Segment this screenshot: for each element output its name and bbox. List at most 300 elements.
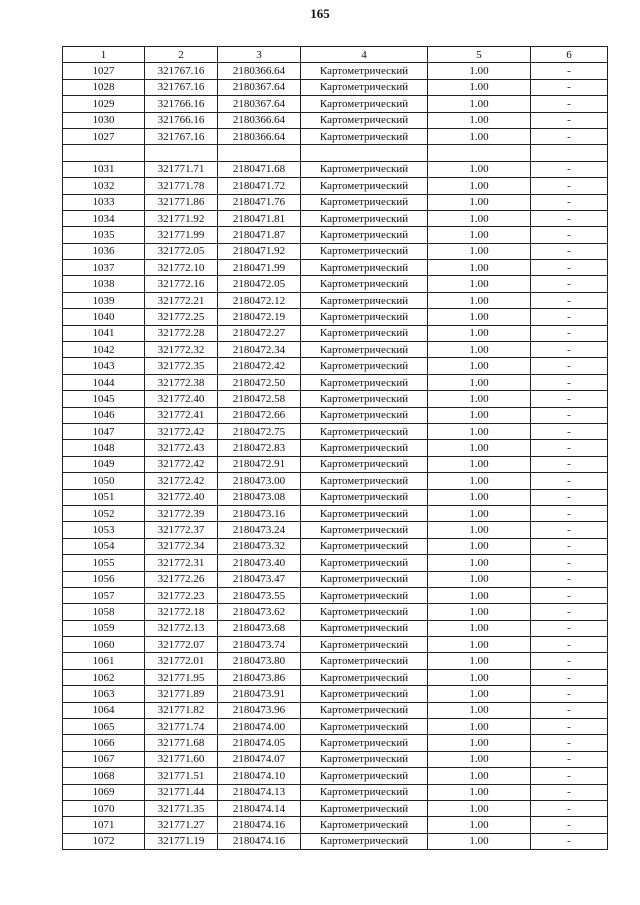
- point-number-cell: 1037: [63, 260, 145, 276]
- accuracy-cell: 1.00: [428, 473, 531, 489]
- point-number-cell: 1027: [63, 128, 145, 144]
- note-cell: -: [531, 473, 608, 489]
- note-cell: -: [531, 292, 608, 308]
- point-number-cell: 1041: [63, 325, 145, 341]
- table-row: [63, 505, 608, 521]
- method-cell: Картометрический: [301, 391, 428, 407]
- y-coordinate-cell: 2180473.62: [218, 604, 301, 620]
- y-coordinate-cell: 2180471.81: [218, 210, 301, 226]
- table-row: [63, 260, 608, 276]
- point-number-cell: 1055: [63, 555, 145, 571]
- table-row: [63, 96, 608, 112]
- method-cell: Картометрический: [301, 243, 428, 259]
- point-number-cell: 1047: [63, 423, 145, 439]
- table-row: [63, 358, 608, 374]
- y-coordinate-cell: 2180366.64: [218, 128, 301, 144]
- point-number-cell: 1052: [63, 505, 145, 521]
- note-cell: -: [531, 79, 608, 95]
- method-cell: Картометрический: [301, 440, 428, 456]
- table-row: [63, 669, 608, 685]
- note-cell: -: [531, 719, 608, 735]
- method-cell: Картометрический: [301, 505, 428, 521]
- note-cell: -: [531, 358, 608, 374]
- table-row: [63, 702, 608, 718]
- method-cell: Картометрический: [301, 800, 428, 816]
- y-coordinate-cell: 2180473.47: [218, 571, 301, 587]
- point-number-cell: 1030: [63, 112, 145, 128]
- method-cell: Картометрический: [301, 604, 428, 620]
- x-coordinate-cell: 321772.34: [145, 538, 218, 554]
- accuracy-cell: 1.00: [428, 768, 531, 784]
- method-cell: Картометрический: [301, 276, 428, 292]
- note-cell: -: [531, 817, 608, 833]
- x-coordinate-cell: 321771.19: [145, 833, 218, 849]
- note-cell: -: [531, 260, 608, 276]
- method-cell: Картометрический: [301, 719, 428, 735]
- x-coordinate-cell: 321772.01: [145, 653, 218, 669]
- point-number-cell: 1060: [63, 637, 145, 653]
- y-coordinate-cell: 2180471.92: [218, 243, 301, 259]
- y-coordinate-cell: 2180472.34: [218, 342, 301, 358]
- y-coordinate-cell: 2180473.55: [218, 587, 301, 603]
- table-row: [63, 342, 608, 358]
- accuracy-cell: 1.00: [428, 374, 531, 390]
- point-number-cell: 1033: [63, 194, 145, 210]
- y-coordinate-cell: 2180472.58: [218, 391, 301, 407]
- accuracy-cell: 1.00: [428, 325, 531, 341]
- y-coordinate-cell: 2180474.07: [218, 751, 301, 767]
- accuracy-cell: 1.00: [428, 669, 531, 685]
- point-number-cell: 1063: [63, 686, 145, 702]
- accuracy-cell: 1.00: [428, 784, 531, 800]
- table-row: [63, 735, 608, 751]
- table-row: [63, 817, 608, 833]
- method-cell: Картометрический: [301, 309, 428, 325]
- accuracy-cell: 1.00: [428, 456, 531, 472]
- note-cell: -: [531, 161, 608, 177]
- note-cell: -: [531, 391, 608, 407]
- y-coordinate-cell: 2180471.72: [218, 178, 301, 194]
- y-coordinate-cell: 2180474.00: [218, 719, 301, 735]
- point-number-cell: 1068: [63, 768, 145, 784]
- table-row: [63, 686, 608, 702]
- note-cell: -: [531, 686, 608, 702]
- accuracy-cell: 1.00: [428, 800, 531, 816]
- x-coordinate-cell: 321771.71: [145, 161, 218, 177]
- note-cell: -: [531, 243, 608, 259]
- point-number-cell: 1028: [63, 79, 145, 95]
- accuracy-cell: 1.00: [428, 653, 531, 669]
- table-row: [63, 538, 608, 554]
- note-cell: -: [531, 96, 608, 112]
- table-row: [63, 784, 608, 800]
- point-number-cell: 1048: [63, 440, 145, 456]
- method-cell: Картометрический: [301, 423, 428, 439]
- x-coordinate-cell: 321772.28: [145, 325, 218, 341]
- accuracy-cell: 1.00: [428, 489, 531, 505]
- table-row: [63, 178, 608, 194]
- point-number-cell: 1065: [63, 719, 145, 735]
- method-cell: Картометрический: [301, 489, 428, 505]
- y-coordinate-cell: 2180472.75: [218, 423, 301, 439]
- point-number-cell: 1057: [63, 587, 145, 603]
- method-cell: Картометрический: [301, 292, 428, 308]
- table-row: [63, 309, 608, 325]
- x-coordinate-cell: 321772.43: [145, 440, 218, 456]
- method-cell: Картометрический: [301, 571, 428, 587]
- note-cell: -: [531, 128, 608, 144]
- method-cell: Картометрический: [301, 342, 428, 358]
- y-coordinate-cell: 2180473.96: [218, 702, 301, 718]
- note-cell: -: [531, 210, 608, 226]
- y-coordinate-cell: 2180474.16: [218, 833, 301, 849]
- table-body: [63, 63, 608, 850]
- method-cell: Картометрический: [301, 653, 428, 669]
- note-cell: -: [531, 325, 608, 341]
- table-row: [63, 456, 608, 472]
- y-coordinate-cell: 2180472.19: [218, 309, 301, 325]
- x-coordinate-cell: 321767.16: [145, 128, 218, 144]
- x-coordinate-cell: 321772.42: [145, 423, 218, 439]
- method-cell: Картометрический: [301, 210, 428, 226]
- y-coordinate-cell: 2180474.05: [218, 735, 301, 751]
- table-row: [63, 194, 608, 210]
- y-coordinate-cell: 2180474.10: [218, 768, 301, 784]
- accuracy-cell: 1.00: [428, 292, 531, 308]
- table-row: [63, 587, 608, 603]
- x-coordinate-cell: [145, 145, 218, 161]
- x-coordinate-cell: 321771.51: [145, 768, 218, 784]
- table-row: [63, 555, 608, 571]
- point-number-cell: 1054: [63, 538, 145, 554]
- accuracy-cell: 1.00: [428, 620, 531, 636]
- point-number-cell: 1064: [63, 702, 145, 718]
- table-row: [63, 800, 608, 816]
- y-coordinate-cell: 2180474.13: [218, 784, 301, 800]
- point-number-cell: 1069: [63, 784, 145, 800]
- accuracy-cell: 1.00: [428, 161, 531, 177]
- point-number-cell: 1042: [63, 342, 145, 358]
- coordinates-table: [62, 46, 608, 850]
- method-cell: Картометрический: [301, 194, 428, 210]
- x-coordinate-cell: 321772.26: [145, 571, 218, 587]
- x-coordinate-cell: 321767.16: [145, 63, 218, 79]
- point-number-cell: 1070: [63, 800, 145, 816]
- table-row: [63, 423, 608, 439]
- point-number-cell: 1031: [63, 161, 145, 177]
- y-coordinate-cell: 2180366.64: [218, 63, 301, 79]
- note-cell: -: [531, 112, 608, 128]
- x-coordinate-cell: 321772.05: [145, 243, 218, 259]
- note-cell: -: [531, 620, 608, 636]
- accuracy-cell: 1.00: [428, 538, 531, 554]
- table-row: [63, 276, 608, 292]
- method-cell: Картометрический: [301, 751, 428, 767]
- table-row: [63, 620, 608, 636]
- x-coordinate-cell: 321771.74: [145, 719, 218, 735]
- y-coordinate-cell: 2180471.76: [218, 194, 301, 210]
- accuracy-cell: 1.00: [428, 128, 531, 144]
- point-number-cell: 1034: [63, 210, 145, 226]
- table-row: [63, 440, 608, 456]
- note-cell: -: [531, 653, 608, 669]
- point-number-cell: 1038: [63, 276, 145, 292]
- x-coordinate-cell: 321772.25: [145, 309, 218, 325]
- note-cell: -: [531, 456, 608, 472]
- method-cell: Картометрический: [301, 456, 428, 472]
- y-coordinate-cell: 2180473.91: [218, 686, 301, 702]
- accuracy-cell: 1.00: [428, 587, 531, 603]
- x-coordinate-cell: 321772.40: [145, 489, 218, 505]
- y-coordinate-cell: 2180473.24: [218, 522, 301, 538]
- note-cell: -: [531, 604, 608, 620]
- x-coordinate-cell: 321772.18: [145, 604, 218, 620]
- method-cell: Картометрический: [301, 735, 428, 751]
- method-cell: Картометрический: [301, 637, 428, 653]
- y-coordinate-cell: 2180472.91: [218, 456, 301, 472]
- point-number-cell: 1053: [63, 522, 145, 538]
- y-coordinate-cell: 2180472.27: [218, 325, 301, 341]
- table-row: [63, 489, 608, 505]
- accuracy-cell: 1.00: [428, 79, 531, 95]
- note-cell: -: [531, 751, 608, 767]
- x-coordinate-cell: 321772.23: [145, 587, 218, 603]
- method-cell: Картометрический: [301, 178, 428, 194]
- method-cell: Картометрический: [301, 161, 428, 177]
- accuracy-cell: 1.00: [428, 751, 531, 767]
- point-number-cell: 1061: [63, 653, 145, 669]
- accuracy-cell: 1.00: [428, 112, 531, 128]
- note-cell: -: [531, 489, 608, 505]
- method-cell: Картометрический: [301, 325, 428, 341]
- method-cell: Картометрический: [301, 407, 428, 423]
- y-coordinate-cell: 2180472.83: [218, 440, 301, 456]
- y-coordinate-cell: 2180473.08: [218, 489, 301, 505]
- table-row: [63, 719, 608, 735]
- method-cell: Картометрический: [301, 784, 428, 800]
- note-cell: -: [531, 571, 608, 587]
- table-row: [63, 210, 608, 226]
- note-cell: -: [531, 194, 608, 210]
- x-coordinate-cell: 321772.21: [145, 292, 218, 308]
- x-coordinate-cell: 321771.44: [145, 784, 218, 800]
- accuracy-cell: 1.00: [428, 63, 531, 79]
- note-cell: -: [531, 555, 608, 571]
- y-coordinate-cell: 2180367.64: [218, 79, 301, 95]
- note-cell: -: [531, 276, 608, 292]
- table-row: [63, 145, 608, 161]
- point-number-cell: 1050: [63, 473, 145, 489]
- x-coordinate-cell: 321772.07: [145, 637, 218, 653]
- accuracy-cell: 1.00: [428, 505, 531, 521]
- note-cell: -: [531, 735, 608, 751]
- point-number-cell: 1059: [63, 620, 145, 636]
- y-coordinate-cell: 2180473.00: [218, 473, 301, 489]
- method-cell: Картометрический: [301, 702, 428, 718]
- note-cell: -: [531, 178, 608, 194]
- note-cell: -: [531, 522, 608, 538]
- x-coordinate-cell: 321772.38: [145, 374, 218, 390]
- x-coordinate-cell: 321771.78: [145, 178, 218, 194]
- point-number-cell: 1044: [63, 374, 145, 390]
- method-cell: Картометрический: [301, 260, 428, 276]
- table-row: [63, 374, 608, 390]
- accuracy-cell: 1.00: [428, 210, 531, 226]
- x-coordinate-cell: 321771.60: [145, 751, 218, 767]
- y-coordinate-cell: 2180366.64: [218, 112, 301, 128]
- column-header-3: 3: [218, 47, 301, 63]
- accuracy-cell: 1.00: [428, 407, 531, 423]
- x-coordinate-cell: 321771.89: [145, 686, 218, 702]
- table-row: [63, 391, 608, 407]
- table-header: [63, 47, 608, 63]
- note-cell: -: [531, 407, 608, 423]
- y-coordinate-cell: 2180473.86: [218, 669, 301, 685]
- accuracy-cell: 1.00: [428, 309, 531, 325]
- accuracy-cell: [428, 145, 531, 161]
- accuracy-cell: 1.00: [428, 833, 531, 849]
- accuracy-cell: 1.00: [428, 243, 531, 259]
- table-row: [63, 79, 608, 95]
- table-row: [63, 768, 608, 784]
- point-number-cell: 1071: [63, 817, 145, 833]
- point-number-cell: 1027: [63, 63, 145, 79]
- x-coordinate-cell: 321766.16: [145, 96, 218, 112]
- accuracy-cell: 1.00: [428, 391, 531, 407]
- method-cell: Картометрический: [301, 587, 428, 603]
- y-coordinate-cell: 2180473.16: [218, 505, 301, 521]
- column-header-6: 6: [531, 47, 608, 63]
- accuracy-cell: 1.00: [428, 637, 531, 653]
- y-coordinate-cell: 2180472.12: [218, 292, 301, 308]
- method-cell: Картометрический: [301, 374, 428, 390]
- x-coordinate-cell: 321772.32: [145, 342, 218, 358]
- y-coordinate-cell: [218, 145, 301, 161]
- x-coordinate-cell: 321771.27: [145, 817, 218, 833]
- y-coordinate-cell: 2180471.68: [218, 161, 301, 177]
- point-number-cell: 1043: [63, 358, 145, 374]
- y-coordinate-cell: 2180472.66: [218, 407, 301, 423]
- method-cell: Картометрический: [301, 112, 428, 128]
- table-row: [63, 161, 608, 177]
- x-coordinate-cell: 321771.92: [145, 210, 218, 226]
- method-cell: [301, 145, 428, 161]
- method-cell: Картометрический: [301, 79, 428, 95]
- point-number-cell: 1058: [63, 604, 145, 620]
- point-number-cell: [63, 145, 145, 161]
- point-number-cell: 1051: [63, 489, 145, 505]
- x-coordinate-cell: 321772.31: [145, 555, 218, 571]
- point-number-cell: 1067: [63, 751, 145, 767]
- point-number-cell: 1056: [63, 571, 145, 587]
- x-coordinate-cell: 321772.37: [145, 522, 218, 538]
- note-cell: -: [531, 669, 608, 685]
- table-row: [63, 243, 608, 259]
- table-row: [63, 128, 608, 144]
- table-row: [63, 637, 608, 653]
- table-row: [63, 63, 608, 79]
- accuracy-cell: 1.00: [428, 227, 531, 243]
- point-number-cell: 1046: [63, 407, 145, 423]
- x-coordinate-cell: 321772.10: [145, 260, 218, 276]
- column-header-5: 5: [428, 47, 531, 63]
- x-coordinate-cell: 321772.41: [145, 407, 218, 423]
- y-coordinate-cell: 2180474.16: [218, 817, 301, 833]
- point-number-cell: 1066: [63, 735, 145, 751]
- note-cell: -: [531, 440, 608, 456]
- accuracy-cell: 1.00: [428, 276, 531, 292]
- accuracy-cell: 1.00: [428, 96, 531, 112]
- note-cell: -: [531, 342, 608, 358]
- x-coordinate-cell: 321771.86: [145, 194, 218, 210]
- x-coordinate-cell: 321772.42: [145, 473, 218, 489]
- note-cell: -: [531, 374, 608, 390]
- table-row: [63, 751, 608, 767]
- x-coordinate-cell: 321767.16: [145, 79, 218, 95]
- y-coordinate-cell: 2180473.74: [218, 637, 301, 653]
- x-coordinate-cell: 321771.68: [145, 735, 218, 751]
- accuracy-cell: 1.00: [428, 522, 531, 538]
- y-coordinate-cell: 2180471.99: [218, 260, 301, 276]
- table-row: [63, 227, 608, 243]
- point-number-cell: 1072: [63, 833, 145, 849]
- table-row: [63, 473, 608, 489]
- point-number-cell: 1032: [63, 178, 145, 194]
- accuracy-cell: 1.00: [428, 735, 531, 751]
- y-coordinate-cell: 2180471.87: [218, 227, 301, 243]
- y-coordinate-cell: 2180367.64: [218, 96, 301, 112]
- note-cell: -: [531, 637, 608, 653]
- table-row: [63, 653, 608, 669]
- accuracy-cell: 1.00: [428, 604, 531, 620]
- note-cell: -: [531, 505, 608, 521]
- note-cell: -: [531, 768, 608, 784]
- method-cell: Картометрический: [301, 473, 428, 489]
- x-coordinate-cell: 321772.40: [145, 391, 218, 407]
- accuracy-cell: 1.00: [428, 358, 531, 374]
- y-coordinate-cell: 2180473.80: [218, 653, 301, 669]
- table-row: [63, 407, 608, 423]
- method-cell: Картометрический: [301, 538, 428, 554]
- y-coordinate-cell: 2180474.14: [218, 800, 301, 816]
- method-cell: Картометрический: [301, 620, 428, 636]
- method-cell: Картометрический: [301, 768, 428, 784]
- point-number-cell: 1035: [63, 227, 145, 243]
- note-cell: [531, 145, 608, 161]
- accuracy-cell: 1.00: [428, 178, 531, 194]
- y-coordinate-cell: 2180473.40: [218, 555, 301, 571]
- table-row: [63, 292, 608, 308]
- x-coordinate-cell: 321772.16: [145, 276, 218, 292]
- accuracy-cell: 1.00: [428, 423, 531, 439]
- x-coordinate-cell: 321772.35: [145, 358, 218, 374]
- page-number: 165: [310, 6, 330, 21]
- method-cell: Картометрический: [301, 686, 428, 702]
- column-header-1: 1: [63, 47, 145, 63]
- accuracy-cell: 1.00: [428, 719, 531, 735]
- table-row: [63, 522, 608, 538]
- note-cell: -: [531, 833, 608, 849]
- x-coordinate-cell: 321772.42: [145, 456, 218, 472]
- method-cell: Картометрический: [301, 555, 428, 571]
- note-cell: -: [531, 587, 608, 603]
- y-coordinate-cell: 2180472.50: [218, 374, 301, 390]
- point-number-cell: 1036: [63, 243, 145, 259]
- point-number-cell: 1040: [63, 309, 145, 325]
- y-coordinate-cell: 2180473.32: [218, 538, 301, 554]
- accuracy-cell: 1.00: [428, 440, 531, 456]
- accuracy-cell: 1.00: [428, 555, 531, 571]
